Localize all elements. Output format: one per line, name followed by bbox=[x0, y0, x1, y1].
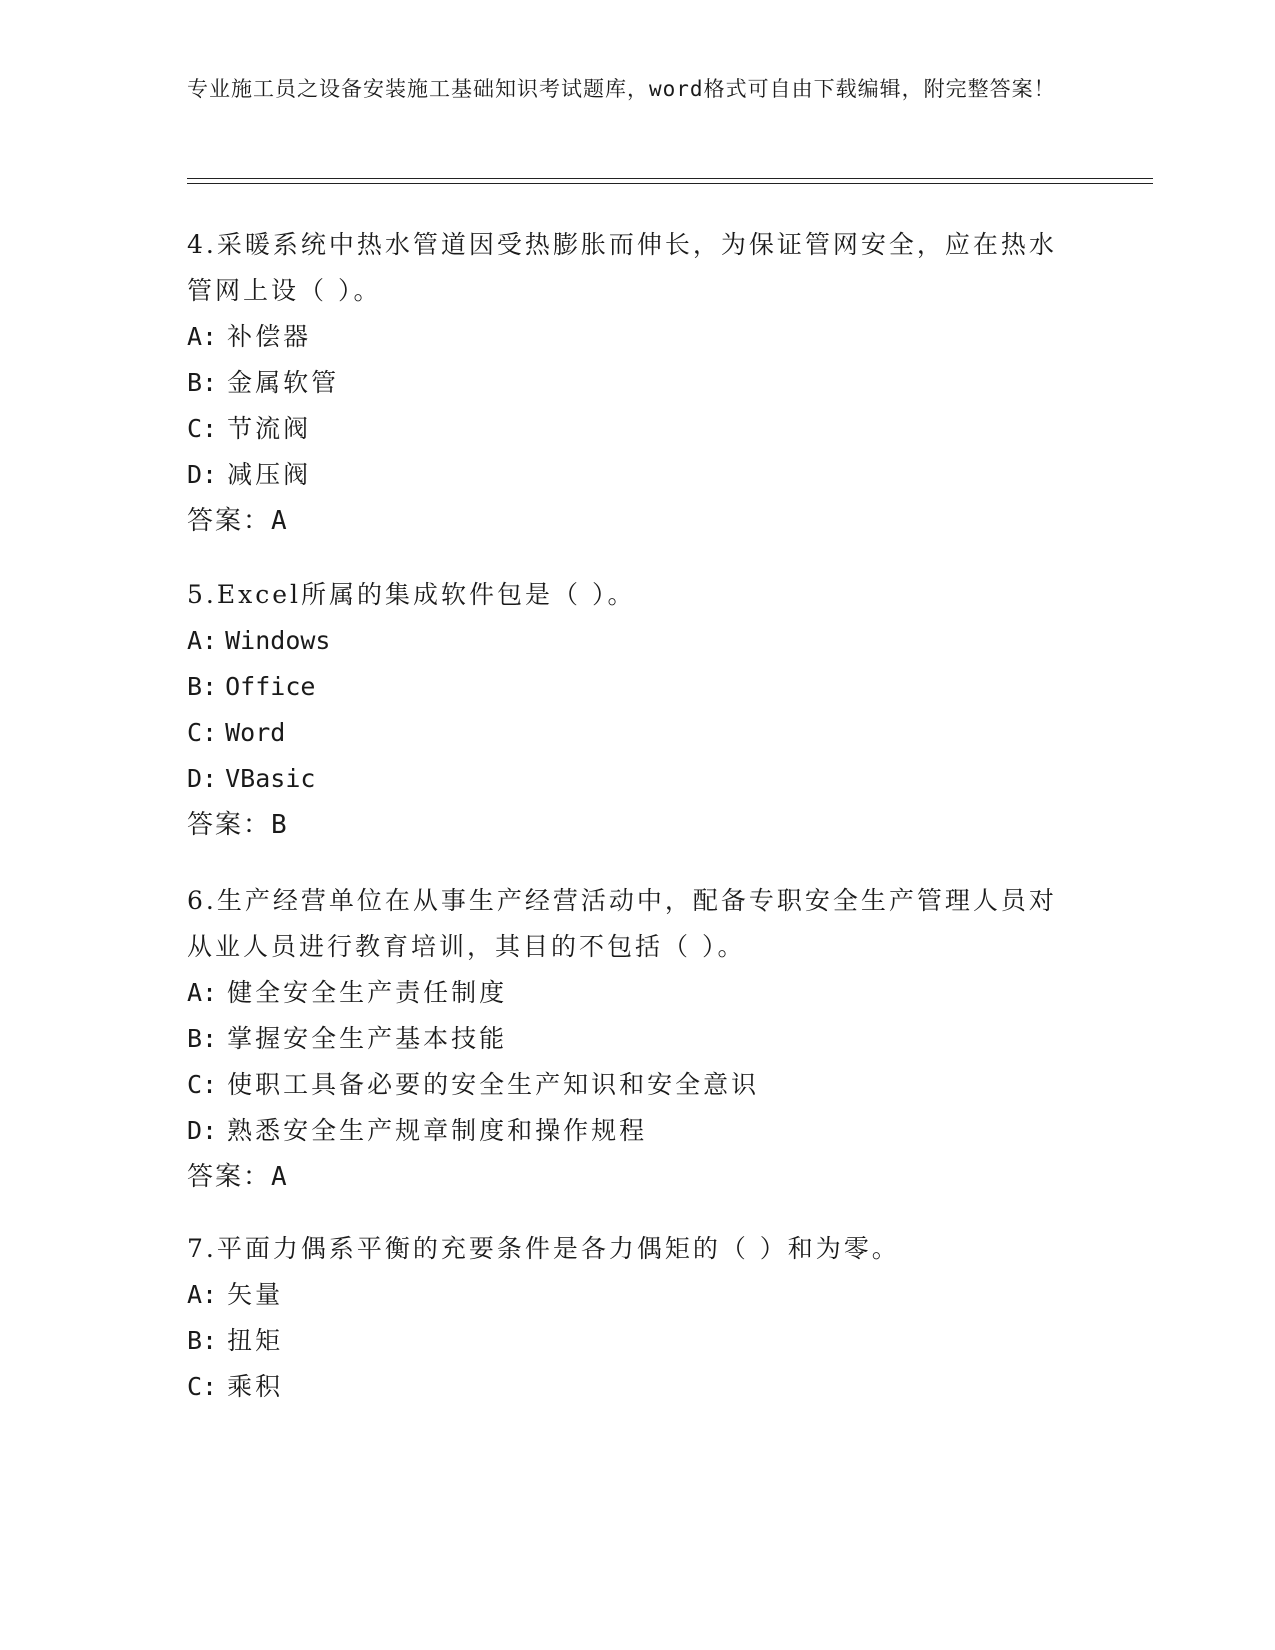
option-value: 乘积 bbox=[227, 1372, 284, 1401]
question-text bbox=[187, 572, 1067, 618]
option-value: Word bbox=[225, 718, 286, 747]
answer-line bbox=[187, 498, 1067, 544]
question-stem: 采暖系统中热水管道因受热膨胀而伸长，为保证管网安全，应在热水管网上设（ ）。 bbox=[187, 230, 1057, 305]
option-c bbox=[187, 406, 1067, 452]
question-stem: 生产经营单位在从事生产经营活动中，配备专职安全生产管理人员对从业人员进行教育培训，其目的不包括（ ）。 bbox=[187, 886, 1057, 961]
option-value: 补偿器 bbox=[227, 322, 312, 351]
option-key: A: bbox=[187, 1280, 218, 1309]
option-value: Office bbox=[225, 672, 316, 701]
option-value: 使职工具备必要的安全生产知识和安全意识 bbox=[227, 1070, 760, 1099]
option-key: D: bbox=[187, 764, 218, 793]
option-key: C: bbox=[187, 414, 218, 443]
option-value: 金属软管 bbox=[227, 368, 340, 397]
option-key: C: bbox=[187, 718, 218, 747]
question-number: 6. bbox=[187, 886, 217, 915]
question-stem: Excel所属的集成软件包是（ ）。 bbox=[216, 580, 636, 609]
option-key: C: bbox=[187, 1372, 218, 1401]
question-text bbox=[187, 1226, 1067, 1272]
option-key: A: bbox=[187, 978, 218, 1007]
document-header: 专业施工员之设备安装施工基础知识考试题库，word格式可自由下载编辑，附完整答案！ bbox=[187, 77, 1056, 101]
option-key: B: bbox=[187, 1024, 218, 1053]
option-b bbox=[187, 1318, 1067, 1364]
header-divider-top bbox=[187, 178, 1153, 179]
option-value: VBasic bbox=[225, 764, 316, 793]
option-b bbox=[187, 1016, 1067, 1062]
header-divider-bottom bbox=[187, 183, 1153, 184]
option-a bbox=[187, 618, 1067, 664]
question-number: 7. bbox=[187, 1234, 217, 1263]
question-4 bbox=[187, 222, 1067, 544]
option-d bbox=[187, 452, 1067, 498]
option-a bbox=[187, 1272, 1067, 1318]
option-key: B: bbox=[187, 368, 218, 397]
option-value: 矢量 bbox=[227, 1280, 284, 1309]
option-value: 掌握安全生产基本技能 bbox=[227, 1024, 508, 1053]
answer-line bbox=[187, 1154, 1067, 1200]
option-key: A: bbox=[187, 626, 218, 655]
option-c bbox=[187, 710, 1067, 756]
question-6 bbox=[187, 878, 1067, 1200]
option-value: Windows bbox=[225, 626, 331, 655]
answer-value: A bbox=[271, 1162, 287, 1192]
option-d bbox=[187, 1108, 1067, 1154]
option-key: A: bbox=[187, 322, 218, 351]
option-value: 熟悉安全生产规章制度和操作规程 bbox=[227, 1116, 648, 1145]
question-stem: 平面力偶系平衡的充要条件是各力偶矩的（ ）和为零。 bbox=[216, 1234, 900, 1263]
answer-value: A bbox=[271, 506, 287, 536]
option-key: D: bbox=[187, 460, 218, 489]
question-number: 4. bbox=[187, 230, 217, 259]
option-a bbox=[187, 314, 1067, 360]
question-5 bbox=[187, 572, 1067, 848]
question-text bbox=[187, 878, 1067, 970]
answer-value: B bbox=[271, 810, 287, 840]
option-value: 节流阀 bbox=[227, 414, 312, 443]
option-key: B: bbox=[187, 672, 218, 701]
option-d bbox=[187, 756, 1067, 802]
option-c bbox=[187, 1062, 1067, 1108]
option-a bbox=[187, 970, 1067, 1016]
question-number: 5. bbox=[187, 580, 217, 609]
answer-label: 答案： bbox=[187, 506, 272, 536]
option-c bbox=[187, 1364, 1067, 1410]
answer-label: 答案： bbox=[187, 1162, 272, 1192]
question-7 bbox=[187, 1226, 1067, 1410]
option-key: B: bbox=[187, 1326, 218, 1355]
option-value: 减压阀 bbox=[227, 460, 312, 489]
option-b bbox=[187, 360, 1067, 406]
option-key: D: bbox=[187, 1116, 218, 1145]
option-value: 健全安全生产责任制度 bbox=[227, 978, 508, 1007]
option-b bbox=[187, 664, 1067, 710]
option-value: 扭矩 bbox=[227, 1326, 284, 1355]
answer-line bbox=[187, 802, 1067, 848]
option-key: C: bbox=[187, 1070, 218, 1099]
answer-label: 答案： bbox=[187, 810, 272, 840]
question-text bbox=[187, 222, 1067, 314]
